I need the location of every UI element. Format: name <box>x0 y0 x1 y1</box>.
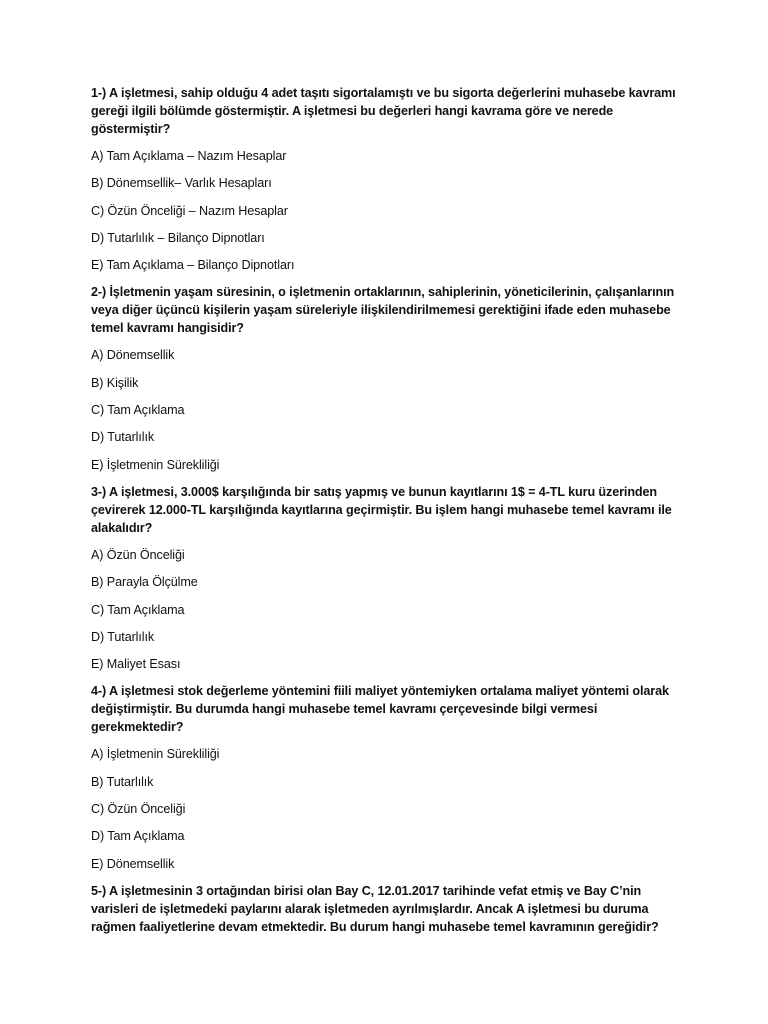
question-4-option-e: E) Dönemsellik <box>91 856 175 871</box>
question-block-4 <box>91 682 691 872</box>
question-2-option-a: A) Dönemsellik <box>91 348 175 363</box>
question-3-option-a: A) Özün Önceliği <box>91 547 185 562</box>
question-block-3 <box>91 483 691 673</box>
question-5-text: 5-) A işletmesinin 3 ortağından birisi olan Bay C, 12.01.2017 tarihinde vefat etmiş ve Bay C’nin varisleri de işletmedeki paylarını alarak işletmeden ayrılmışlardır. Ancak A işletmesi bu duruma rağmen faaliyetlerine devam etmektedir. Bu durum hangi muhasebe temel kavramının gereğidir? <box>91 883 659 934</box>
question-2-option-c: C) Tam Açıklama <box>91 403 185 418</box>
question-4-options <box>91 745 691 872</box>
question-1-text: 1-) A işletmesi, sahip olduğu 4 adet taşıtı sigortalamıştı ve bu sigorta değerlerini muhasebe kavramı gereği ilgili bölümde göstermiştir. A işletmesi bu değerleri hangi kavrama göre ve nerede göstermiştir? <box>91 86 676 136</box>
question-3-option-b: B) Parayla Ölçülme <box>91 575 198 590</box>
question-1-option-d: D) Tutarlılık – Bilanço Dipnotları <box>91 230 265 245</box>
document-page <box>91 84 691 945</box>
question-block-1 <box>91 84 691 274</box>
question-2-option-b: B) Kişilik <box>91 375 139 390</box>
question-2-option-d: D) Tutarlılık <box>91 430 155 445</box>
question-1-option-c: C) Özün Önceliği – Nazım Hesaplar <box>91 203 288 218</box>
question-3-text: 3-) A işletmesi, 3.000$ karşılığında bir satış yapmış ve bunun kayıtlarını 1$ = 4-TL kuru üzerinden çevirerek 12.000-TL karşılığında kayıtlarına geçirmiştir. Bu işlem hangi muhasebe temel kavramı ile alakalıdır? <box>91 484 672 535</box>
question-1-option-a: A) Tam Açıklama – Nazım Hesaplar <box>91 149 287 163</box>
question-1-options <box>91 147 691 274</box>
question-4-option-a: A) İşletmenin Sürekliliği <box>91 747 220 762</box>
question-4-text: 4-) A işletmesi stok değerleme yöntemini fiili maliyet yöntemiyken ortalama maliyet yöntemi olarak değiştirmiştir. Bu durumda hangi muhasebe temel kavramı çerçevesinde bilgi vermesi gerekmektedir? <box>91 684 669 735</box>
question-block-2 <box>91 283 691 473</box>
question-1-option-e: E) Tam Açıklama – Bilanço Dipnotları <box>91 258 295 273</box>
question-3-option-e: E) Maliyet Esası <box>91 657 181 672</box>
question-3-option-c: C) Tam Açıklama <box>91 602 185 617</box>
question-4-option-d: D) Tam Açıklama <box>91 829 185 844</box>
question-4-option-b: B) Tutarlılık <box>91 774 154 789</box>
question-4-option-c: C) Özün Önceliği <box>91 802 186 817</box>
question-2-option-e: E) İşletmenin Sürekliliği <box>91 457 220 472</box>
question-3-options <box>91 546 691 673</box>
question-2-options <box>91 346 691 473</box>
question-3-option-d: D) Tutarlılık <box>91 629 155 644</box>
question-1-option-b: B) Dönemsellik– Varlık Hesapları <box>91 176 272 191</box>
question-block-5 <box>91 882 691 936</box>
question-2-text: 2-) İşletmenin yaşam süresinin, o işletmenin ortaklarının, sahiplerinin, yöneticilerinin, çalışanlarının veya diğer üçüncü kişilerin yaşam süreleriyle ilişkilendirilmemesi gerektiğini ifade eden muhasebe temel kavramı hangisidir? <box>91 285 675 336</box>
